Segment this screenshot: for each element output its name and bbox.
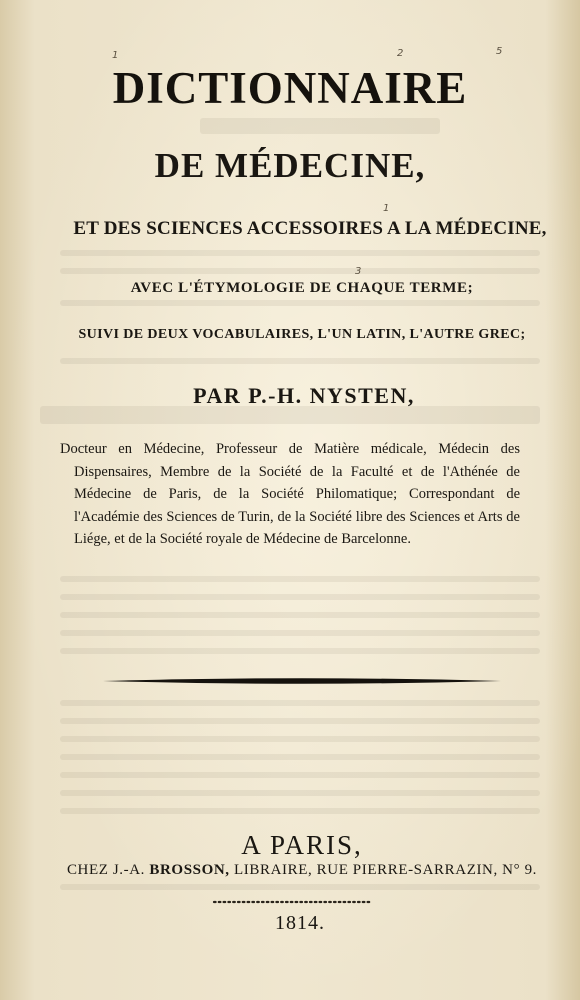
dotted-rule [212,899,372,905]
publisher-name: BROSSON, [149,862,230,878]
subtitle-sciences: ET DES SCIENCES ACCESSOIRES A LA MÉDECINE, [73,218,547,239]
imprint-city: A PARIS, [241,830,363,860]
subtitle-vocabularies: SUIVI DE DEUX VOCABULAIRES, L'UN LATIN, L'AUTRE GREC; [78,327,526,342]
pencil-mark: 3 [355,266,362,277]
book-subtitle: DE MÉDECINE, [154,146,426,185]
imprint-publisher [12,862,580,879]
ornamental-rule [103,677,501,685]
subtitle-etymology: AVEC L'ÉTYMOLOGIE DE CHAQUE TERME; [130,280,474,296]
imprint-year: 1814. [275,912,325,934]
publisher-prefix: CHEZ J.-A. [66,862,146,878]
author-credentials: Docteur en Médecine, Professeur de Matière médicale, Médecin des Dispensaires, Membre de la Société de la Faculté et de l'Athénée de Médecine de Paris, de la Société Philomatique; Correspondant de l'Académie des Sciences de Turin, de la Société libre des Sciences et Arts de Liége, et de la Société royale de Médecine de Barcelonne. [60,441,520,547]
pencil-mark: 1 [112,50,119,61]
book-title: DICTIONNAIRE [112,63,468,113]
pencil-mark: 5 [496,46,503,57]
pencil-mark: 1 [383,203,390,214]
publisher-address: LIBRAIRE, RUE PIERRE-SARRAZIN, N° 9. [234,862,538,878]
author-name: PAR P.-H. NYSTEN, [193,383,415,408]
pencil-mark: 2 [397,48,404,59]
